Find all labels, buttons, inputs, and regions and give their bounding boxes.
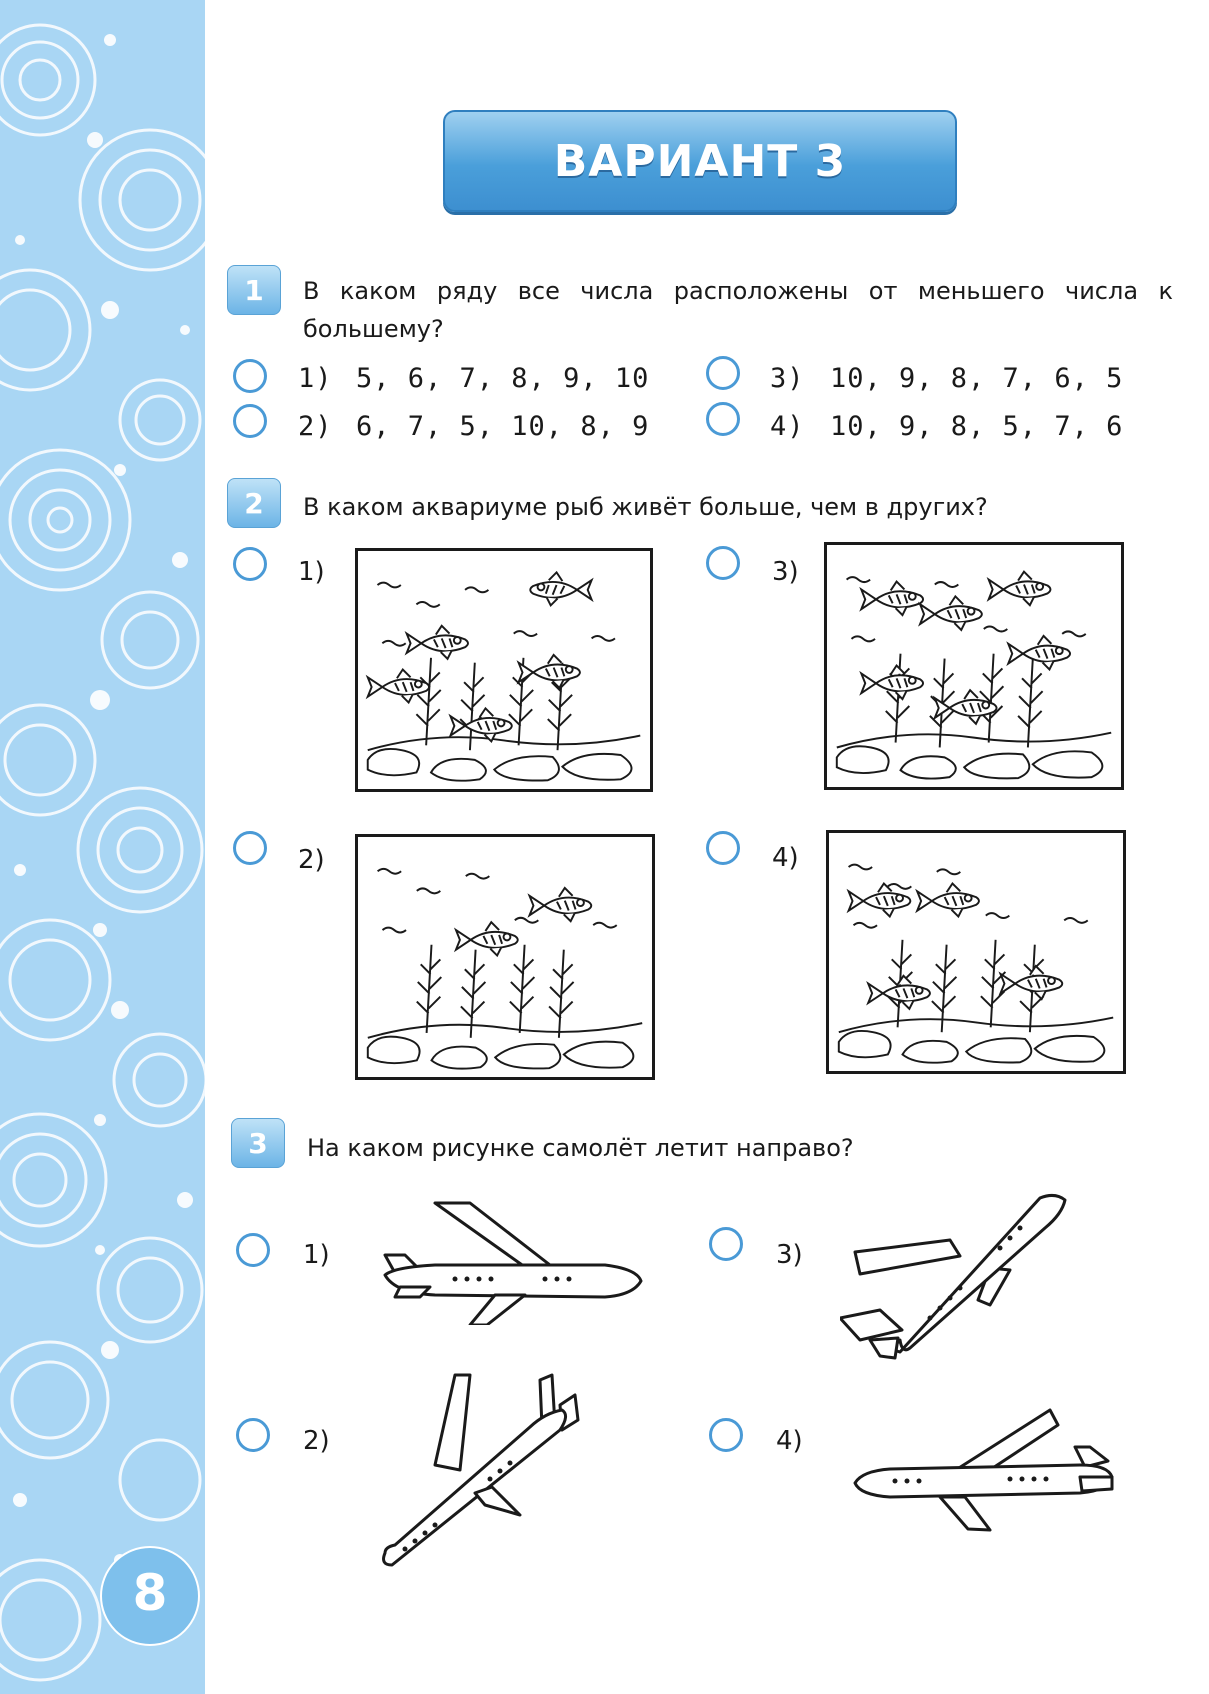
question-number-badge: 1 <box>227 265 281 315</box>
answer-radio[interactable] <box>706 546 740 580</box>
aquarium-image <box>355 548 653 792</box>
variant-title: ВАРИАНТ 3 <box>553 136 847 187</box>
aquarium-image <box>826 830 1126 1074</box>
answer-radio[interactable] <box>236 1418 270 1452</box>
question-text: В каком аквариуме рыб живёт больше, чем в других? <box>303 493 988 521</box>
option-label: 1) <box>298 557 325 587</box>
airplane-image <box>375 1195 645 1325</box>
option-label: 1) <box>298 363 333 394</box>
question-text: В каком ряду все числа расположены от меньшего числа к большему? <box>303 277 1173 343</box>
answer-radio[interactable] <box>706 402 740 436</box>
decorative-strip <box>0 0 205 1694</box>
answer-radio[interactable] <box>233 831 267 865</box>
aquarium-image <box>355 834 655 1080</box>
option-label: 4) <box>770 411 805 442</box>
option-value: 5, 6, 7, 8, 9, 10 <box>356 363 650 394</box>
option-label: 3) <box>770 363 805 394</box>
answer-radio[interactable] <box>233 404 267 438</box>
option-label: 1) <box>303 1240 330 1270</box>
airplane-image <box>380 1365 590 1575</box>
page-number-badge: 8 <box>100 1546 200 1646</box>
question-number-badge: 3 <box>231 1118 285 1168</box>
option-label: 2) <box>298 845 325 875</box>
airplane-image <box>850 1405 1115 1535</box>
answer-radio[interactable] <box>233 359 267 393</box>
question-text: На каком рисунке самолёт летит направо? <box>307 1134 854 1162</box>
airplane-image <box>840 1190 1070 1360</box>
option-value: 10, 9, 8, 7, 6, 5 <box>830 363 1124 394</box>
aquarium-image <box>824 542 1124 790</box>
answer-radio[interactable] <box>706 356 740 390</box>
option-label: 3) <box>772 557 799 587</box>
option-value: 6, 7, 5, 10, 8, 9 <box>356 411 650 442</box>
option-label: 4) <box>776 1426 803 1456</box>
answer-radio[interactable] <box>709 1418 743 1452</box>
question-number-badge: 2 <box>227 478 281 528</box>
option-label: 2) <box>298 411 333 442</box>
answer-radio[interactable] <box>706 831 740 865</box>
answer-radio[interactable] <box>709 1227 743 1261</box>
option-label: 2) <box>303 1426 330 1456</box>
answer-radio[interactable] <box>236 1233 270 1267</box>
variant-banner <box>443 110 957 212</box>
option-label: 4) <box>772 843 799 873</box>
option-label: 3) <box>776 1240 803 1270</box>
answer-radio[interactable] <box>233 547 267 581</box>
option-value: 10, 9, 8, 5, 7, 6 <box>830 411 1124 442</box>
